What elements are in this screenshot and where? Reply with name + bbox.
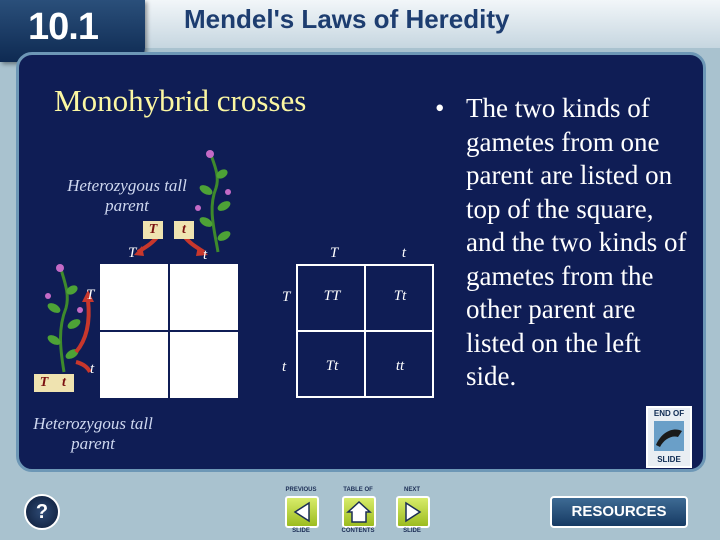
genotype-tt-hetero: Tt [325,358,339,374]
empty-cell [100,332,168,398]
end-show-bottom-label: SLIDE [657,455,681,464]
previous-slide-button[interactable] [276,487,326,537]
next-slide-button[interactable] [387,487,437,537]
genotype-tt-hetero: Tt [393,288,407,304]
bullet-text: The two kinds of gametes from one parent are listed on top of the square, and the two kinds of gametes from the other parent are listed on the left side. [466,93,687,391]
empty-cell [170,332,238,398]
section-number: 10.1 [28,6,98,48]
top-parent-allele-2: t [174,221,194,239]
top-parent-allele-1: T [143,221,163,239]
bullet-point [435,92,695,394]
next-arrow-icon [396,496,430,528]
previous-arrow-icon [285,496,319,528]
top-gamete-2: t [203,247,208,263]
next-bottom-label: SLIDE [403,528,421,534]
slide-title: Monohybrid crosses [54,83,307,118]
top-gamete-1: T [128,245,137,261]
top-parent-label: Heterozygous tall parent [67,176,187,215]
resources-button[interactable]: RESOURCES [550,496,688,528]
left-parent-label: Heterozygous tall parent [33,414,153,453]
empty-cell [170,264,238,330]
row-header: T [282,289,291,305]
genotype-tt-recessive: tt [395,358,405,374]
left-gamete-1: T [86,287,95,303]
end-show-top-label: END OF [653,409,685,418]
previous-top-label: PREVIOUS [285,487,317,493]
previous-bottom-label: SLIDE [292,528,310,534]
left-parent-allele-1: T [34,374,54,392]
help-button[interactable]: ? [24,494,60,530]
home-icon [342,496,376,528]
table-of-contents-button[interactable] [333,487,383,537]
left-gamete-2: t [90,361,95,377]
whale-icon [654,421,684,451]
next-top-label: NEXT [403,487,420,493]
row-header: t [282,359,287,375]
left-parent-allele-2: t [54,374,74,392]
contents-bottom-label: CONTENTS [341,528,375,534]
empty-cell [100,264,168,330]
bullet-mark: • [435,93,445,123]
column-header: t [401,245,407,261]
column-header: T [329,245,339,261]
genotype-tt-dominant: TT [323,288,341,304]
end-of-slide-button[interactable] [646,406,692,468]
contents-top-label: TABLE OF [343,487,373,493]
header-title: Mendel's Laws of Heredity [184,4,510,34]
